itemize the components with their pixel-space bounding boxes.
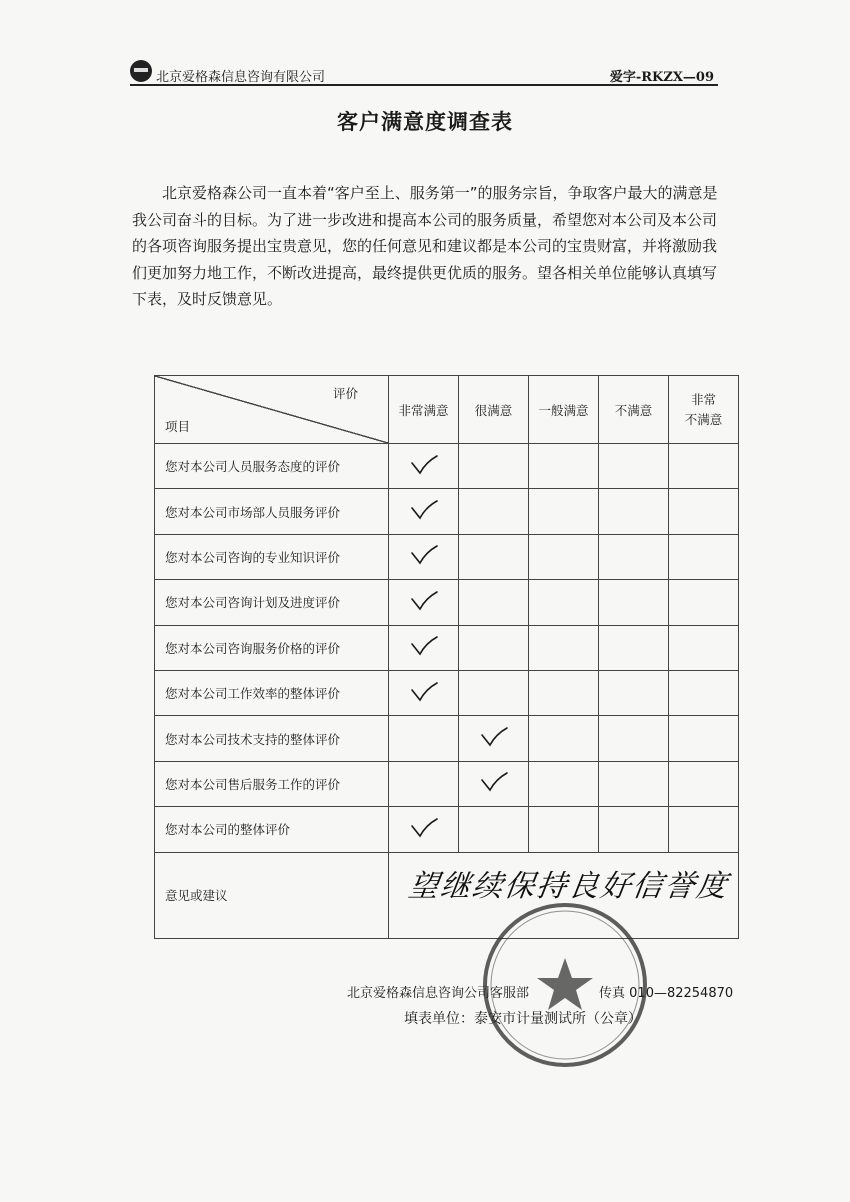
row-item-label: 您对本公司售后服务工作的评价 <box>155 761 389 806</box>
table-header-row <box>155 376 739 444</box>
row-item-label: 您对本公司咨询计划及进度评价 <box>155 580 389 625</box>
rating-cell[interactable] <box>459 670 529 715</box>
intro-paragraph: 北京爱格森公司一直本着“客户至上、服务第一”的服务宗旨，争取客户最大的满意是我公司奋斗的目标。为了进一步改进和提高本公司的服务质量，希望您对本公司及本公司的各项咨询服务提出宝贵意见，您的任何意见和建议都是本公司的宝贵财富，并将激励我们更加努力地工作，不断改进提高，最终提供更优质的服务。望各相关单位能够认真填写下表，及时反馈意见。 <box>132 184 718 308</box>
rating-cell[interactable] <box>529 716 599 761</box>
rating-cell[interactable] <box>669 807 739 852</box>
rating-cell[interactable] <box>389 444 459 489</box>
rating-cell[interactable] <box>389 625 459 670</box>
rating-cell[interactable] <box>389 670 459 715</box>
table-row <box>155 670 739 715</box>
rating-cell[interactable] <box>599 716 669 761</box>
rating-cell[interactable] <box>599 625 669 670</box>
rating-cell[interactable] <box>669 625 739 670</box>
rating-cell[interactable] <box>669 444 739 489</box>
rating-cell[interactable] <box>669 716 739 761</box>
rating-cell[interactable] <box>529 670 599 715</box>
column-header-very-unsatisfied: 非常 不满意 <box>669 376 739 444</box>
rating-cell[interactable] <box>389 534 459 579</box>
checkmark-icon <box>479 771 509 793</box>
suggestion-cell[interactable] <box>389 852 739 938</box>
row-item-label: 您对本公司咨询服务价格的评价 <box>155 625 389 670</box>
rating-cell[interactable] <box>599 580 669 625</box>
column-header-unsatisfied: 不满意 <box>599 376 669 444</box>
table-row <box>155 807 739 852</box>
rating-cell[interactable] <box>459 534 529 579</box>
footer-company: 北京爱格森信息咨询公司客服部 <box>347 986 530 1001</box>
rating-cell[interactable] <box>389 761 459 806</box>
rating-cell[interactable] <box>599 444 669 489</box>
rating-cell[interactable] <box>459 580 529 625</box>
checkmark-icon <box>409 817 439 839</box>
row-item-label: 您对本公司技术支持的整体评价 <box>155 716 389 761</box>
column-header-very-satisfied: 非常满意 <box>389 376 459 444</box>
rating-cell[interactable] <box>459 716 529 761</box>
rating-cell[interactable] <box>459 761 529 806</box>
rating-cell[interactable] <box>669 580 739 625</box>
rating-cell[interactable] <box>389 489 459 534</box>
table-row <box>155 444 739 489</box>
checkmark-icon <box>409 454 439 476</box>
rating-cell[interactable] <box>459 444 529 489</box>
rating-cell[interactable] <box>529 580 599 625</box>
header-corner-cell <box>155 376 389 444</box>
handwritten-suggestion: 望继续保持良好信誉度 <box>406 868 731 904</box>
table-row <box>155 489 739 534</box>
company-logo <box>130 60 152 82</box>
column-header-satisfied: 很满意 <box>459 376 529 444</box>
rating-cell[interactable] <box>459 625 529 670</box>
checkmark-icon <box>409 544 439 566</box>
row-item-label: 您对本公司工作效率的整体评价 <box>155 670 389 715</box>
table-row <box>155 716 739 761</box>
corner-rating-label: 评价 <box>332 386 358 401</box>
rating-cell[interactable] <box>529 489 599 534</box>
rating-cell[interactable] <box>599 807 669 852</box>
document-header <box>130 60 718 86</box>
rating-cell[interactable] <box>599 670 669 715</box>
page-title: 客户满意度调查表 <box>337 110 513 134</box>
rating-cell[interactable] <box>389 580 459 625</box>
row-item-label: 您对本公司人员服务态度的评价 <box>155 444 389 489</box>
rating-cell[interactable] <box>529 444 599 489</box>
rating-cell[interactable] <box>669 670 739 715</box>
footer-filling-unit: 填表单位：泰安市计量测试所（公章） <box>404 1011 642 1027</box>
row-item-label: 您对本公司咨询的专业知识评价 <box>155 534 389 579</box>
rating-cell[interactable] <box>459 489 529 534</box>
table-row <box>155 534 739 579</box>
rating-cell[interactable] <box>389 807 459 852</box>
suggestion-label: 意见或建议 <box>155 852 389 938</box>
survey-table <box>154 375 739 939</box>
checkmark-icon <box>409 499 439 521</box>
footer-contact <box>347 982 733 1001</box>
document-number: 爱字-RKZX—09 <box>609 70 714 85</box>
rating-cell[interactable] <box>599 534 669 579</box>
rating-cell[interactable] <box>669 534 739 579</box>
row-item-label: 您对本公司的整体评价 <box>155 807 389 852</box>
rating-cell[interactable] <box>599 489 669 534</box>
rating-cell[interactable] <box>529 534 599 579</box>
checkmark-icon <box>409 681 439 703</box>
table-row <box>155 625 739 670</box>
checkmark-icon <box>409 590 439 612</box>
rating-cell[interactable] <box>669 489 739 534</box>
rating-cell[interactable] <box>529 761 599 806</box>
header-company-name: 北京爱格森信息咨询有限公司 <box>156 70 326 85</box>
rating-cell[interactable] <box>389 716 459 761</box>
footer-fax: 传真 010—82254870 <box>599 986 734 1001</box>
column-header-neutral: 一般满意 <box>529 376 599 444</box>
rating-cell[interactable] <box>459 807 529 852</box>
checkmark-icon <box>479 726 509 748</box>
checkmark-icon <box>409 635 439 657</box>
rating-cell[interactable] <box>599 761 669 806</box>
rating-cell[interactable] <box>529 625 599 670</box>
table-row <box>155 580 739 625</box>
corner-item-label: 项目 <box>165 419 191 434</box>
rating-cell[interactable] <box>669 761 739 806</box>
row-item-label: 您对本公司市场部人员服务评价 <box>155 489 389 534</box>
suggestion-row <box>155 852 739 938</box>
table-row <box>155 761 739 806</box>
rating-cell[interactable] <box>529 807 599 852</box>
